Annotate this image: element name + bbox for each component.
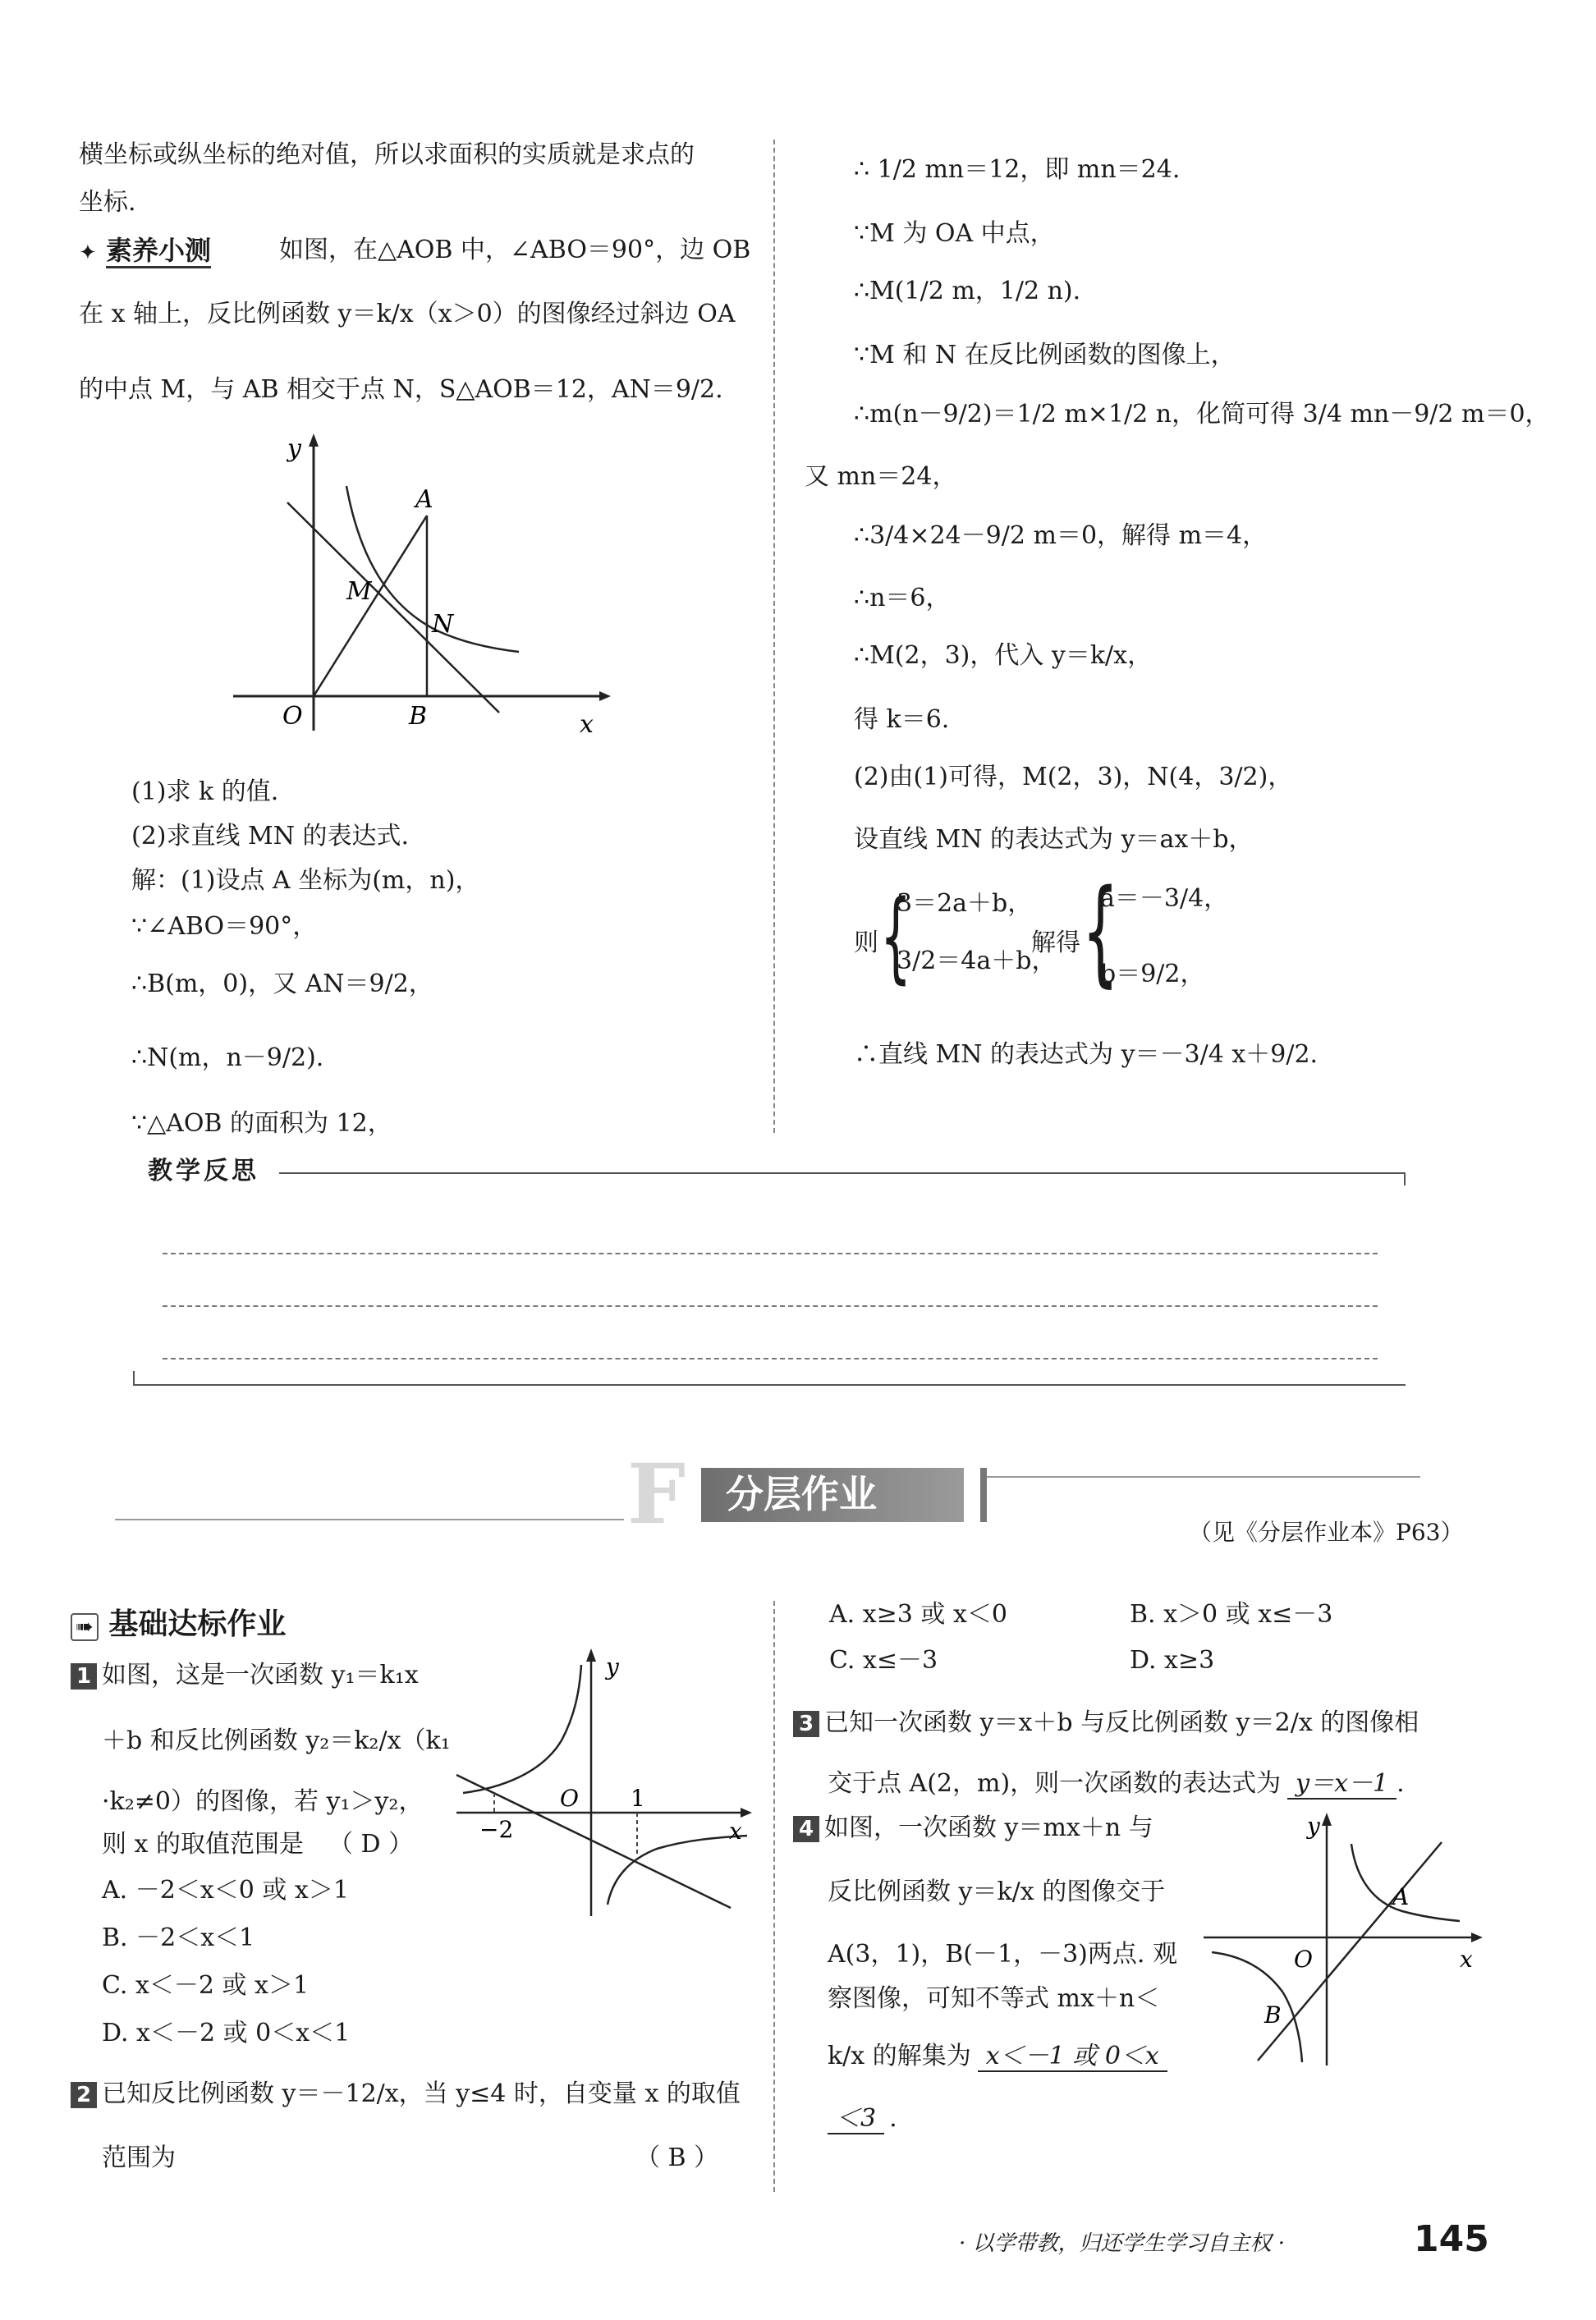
p1-line-4: 则 x 的取值范围是 （ D ） [102,1830,414,1859]
p1-option-a[interactable]: A. －2＜x＜0 或 x＞1 [102,1876,349,1905]
segment-oa [314,516,427,696]
label-o: O [282,702,303,731]
homework-reference: （见《分层作业本》P63） [1189,1519,1464,1546]
system-eq-1: 3＝2a＋b， [897,889,1033,918]
reflection-corner-bl [133,1371,135,1384]
label-a: A [415,485,433,514]
right-line-8: ∴n＝6， [854,584,951,612]
star-icon: ✦ [79,241,97,265]
hyperbola-left [1212,1952,1302,2062]
p4-answer-part-2: ＜3 [828,2104,884,2134]
p4-line-4: 察图像，可知不等式 mx＋n＜ [828,1984,1160,2013]
p4-line-1: 4 如图，一次函数 y＝mx＋n 与 [793,1811,1153,1845]
reflection-title: 教学反思 [148,1157,259,1185]
banner-rule-left [115,1519,624,1520]
p4-line-3: A(3，1)，B(－1，－3)两点. 观 [828,1940,1177,1969]
question-2: (2)求直线 MN 的表达式. [131,822,410,851]
p1-option-d[interactable]: D. x＜－2 或 0＜x＜1 [102,2019,351,2047]
right-line-5: ∴m(n－9/2)＝1/2 m×1/2 n，化简可得 3/4 mn－9/2 m＝0， [854,400,1550,429]
label-a: A [1392,1883,1410,1910]
line-mn [287,502,499,713]
p3-line-1: 3 已知一次函数 y＝x＋b 与反比例函数 y＝2/x 的图像相 [793,1706,1419,1740]
label-o: O [560,1785,579,1812]
p3-answer: y＝x－1 [1287,1769,1396,1800]
reflection-line-2[interactable] [163,1305,1378,1307]
linear-line [1258,1842,1442,2061]
reflection-bottom-rule [133,1384,1406,1386]
solution-line-4: ∴N(m，n－9/2). [131,1043,324,1072]
p2-option-b[interactable]: B. x＞0 或 x≤－3 [1130,1600,1333,1629]
figure-p4-graph [1199,1806,1486,2077]
label-neg2: −2 [479,1816,514,1843]
x-arrow-icon [741,1808,752,1818]
reflection-line-1[interactable] [163,1253,1378,1254]
column-divider-top [773,140,775,1133]
hyperbola-right [608,1836,747,1905]
label-x: x [729,1818,742,1845]
label-o: O [1294,1946,1313,1973]
reflection-line-3[interactable] [163,1358,1378,1359]
page-number: 145 [1414,2218,1489,2260]
p2-option-c[interactable]: C. x≤－3 [829,1646,938,1675]
label-one: 1 [631,1785,645,1812]
label-y: y [1307,1813,1320,1840]
problem-line-2: 在 x 轴上，反比例函数 y＝k/x（x＞0）的图像经过斜边 OA [79,300,736,328]
question-1: (1)求 k 的值. [131,777,279,806]
p1-line-1: 1 如图，这是一次函数 y₁＝k₁x [71,1658,419,1693]
homework-banner [627,1446,988,1543]
p1-line-2: ＋b 和反比例函数 y₂＝k₂/x（k₁ [102,1726,451,1755]
system-solve: 解得 [1031,928,1080,957]
p4-number: 4 [793,1816,819,1842]
footer-slogan: · 以学带教，归还学生学习自主权 · [959,2231,1286,2256]
label-y: y [606,1653,619,1680]
y-arrow-icon [1322,1813,1332,1826]
problem-line-1: 如图，在△AOB 中，∠ABO＝90°，边 OB [279,236,751,264]
p1-option-b[interactable]: B. －2＜x＜1 [102,1923,255,1952]
p1-number: 1 [71,1663,97,1690]
y-arrow-icon [309,433,319,447]
solution-line-5: ∵△AOB 的面积为 12， [131,1109,392,1138]
p2-line-1: 2 已知反比例函数 y＝－12/x，当 y≤4 时，自变量 x 的取值 [71,2077,741,2111]
p1-option-c[interactable]: C. x＜－2 或 x＞1 [102,1971,310,2000]
p4-line-2: 反比例函数 y＝k/x 的图像交于 [828,1878,1166,1906]
p2-answer: （ B ） [635,2143,719,2172]
intro-line-1: 横坐标或纵坐标的绝对值，所以求面积的实质就是求点的 [79,140,695,169]
right-line-9: ∴M(2，3)，代入 y＝k/x， [854,641,1153,670]
right-line-1: ∴ 1/2 mn＝12，即 mn＝24. [854,155,1181,184]
label-x: x [580,710,594,739]
right-line-6: 又 mn＝24， [805,462,957,491]
p3-line-2: 交于点 A(2，m)，则一次函数的表达式为 y＝x－1 . [828,1769,1405,1798]
solution-line-1: 解：(1)设点 A 坐标为(m，n)， [131,866,480,895]
banner-letter: F [627,1446,686,1543]
p4-answer-part-1: x＜－1 或 0＜x [978,2042,1167,2072]
p3-number: 3 [793,1711,819,1737]
reflection-top-rule [279,1172,1406,1174]
solution-b: b＝9/2， [1100,960,1205,988]
label-y: y [287,434,301,463]
right-line-7: ∴3/4×24－9/2 m＝0，解得 m＝4， [854,521,1268,550]
arrow-right-icon: ➠ [71,1613,99,1641]
y-arrow-icon [586,1648,596,1662]
p4-line-5: k/x 的解集为 x＜－1 或 0＜x [828,2039,1167,2074]
right-line-10: 得 k＝6. [854,705,950,734]
label-n: N [432,610,454,639]
right-line-14: ∴直线 MN 的表达式为 y＝－3/4 x＋9/2. [854,1040,1319,1069]
right-brace: { [1082,865,1119,999]
figure-triangle-aob [222,427,616,739]
label-b: B [1264,2001,1282,2029]
x-arrow-icon [599,691,611,701]
badge-literacy-test: ✦ 素养小测 [79,230,211,268]
banner-title: 分层作业 [726,1472,877,1516]
right-line-2: ∵M 为 OA 中点， [854,219,1055,248]
right-line-11: (2)由(1)可得，M(2，3)，N(4，3/2)， [854,763,1293,791]
p1-answer: （ D ） [328,1830,414,1859]
reflection-corner-tr [1404,1172,1406,1185]
p2-option-a[interactable]: A. x≥3 或 x＜0 [829,1600,1007,1629]
p4-line-6: ＜3 . [828,2102,897,2136]
p2-option-d[interactable]: D. x≥3 [1130,1646,1215,1675]
label-m: M [346,577,372,606]
basic-section-title: ➠ 基础达标作业 [71,1601,286,1643]
banner-cap [980,1468,987,1522]
p1-line-3: ·k₂≠0）的图像，若 y₁＞y₂， [102,1787,424,1816]
label-b: B [409,702,428,731]
problem-line-3: 的中点 M，与 AB 相交于点 N，S△AOB＝12，AN＝9/2. [79,375,723,404]
system-then: 则 [854,928,878,957]
hyperbola-left [463,1665,581,1793]
column-divider-bottom [773,1601,775,2192]
left-brace: { [880,880,912,994]
label-x: x [1460,1946,1473,1973]
right-line-3: ∴M(1/2 m，1/2 n). [854,277,1081,305]
intro-line-2: 坐标. [79,188,136,217]
right-line-4: ∵M 和 N 在反比例函数的图像上， [854,341,1236,369]
solution-line-2: ∵∠ABO＝90°， [131,912,318,941]
right-line-12: 设直线 MN 的表达式为 y＝ax＋b， [854,825,1254,854]
solution-a: a＝－3/4， [1100,884,1229,913]
figure-p1-graph [452,1642,755,1921]
system-eq-2: 3/2＝4a＋b， [897,947,1057,975]
p2-line-2: 范围为 （ B ） [102,2143,719,2172]
p2-number: 2 [71,2082,97,2108]
solution-line-3: ∴B(m，0)，又 AN＝9/2， [131,970,433,998]
x-arrow-icon [1471,1933,1483,1942]
banner-rule-right [985,1476,1420,1478]
